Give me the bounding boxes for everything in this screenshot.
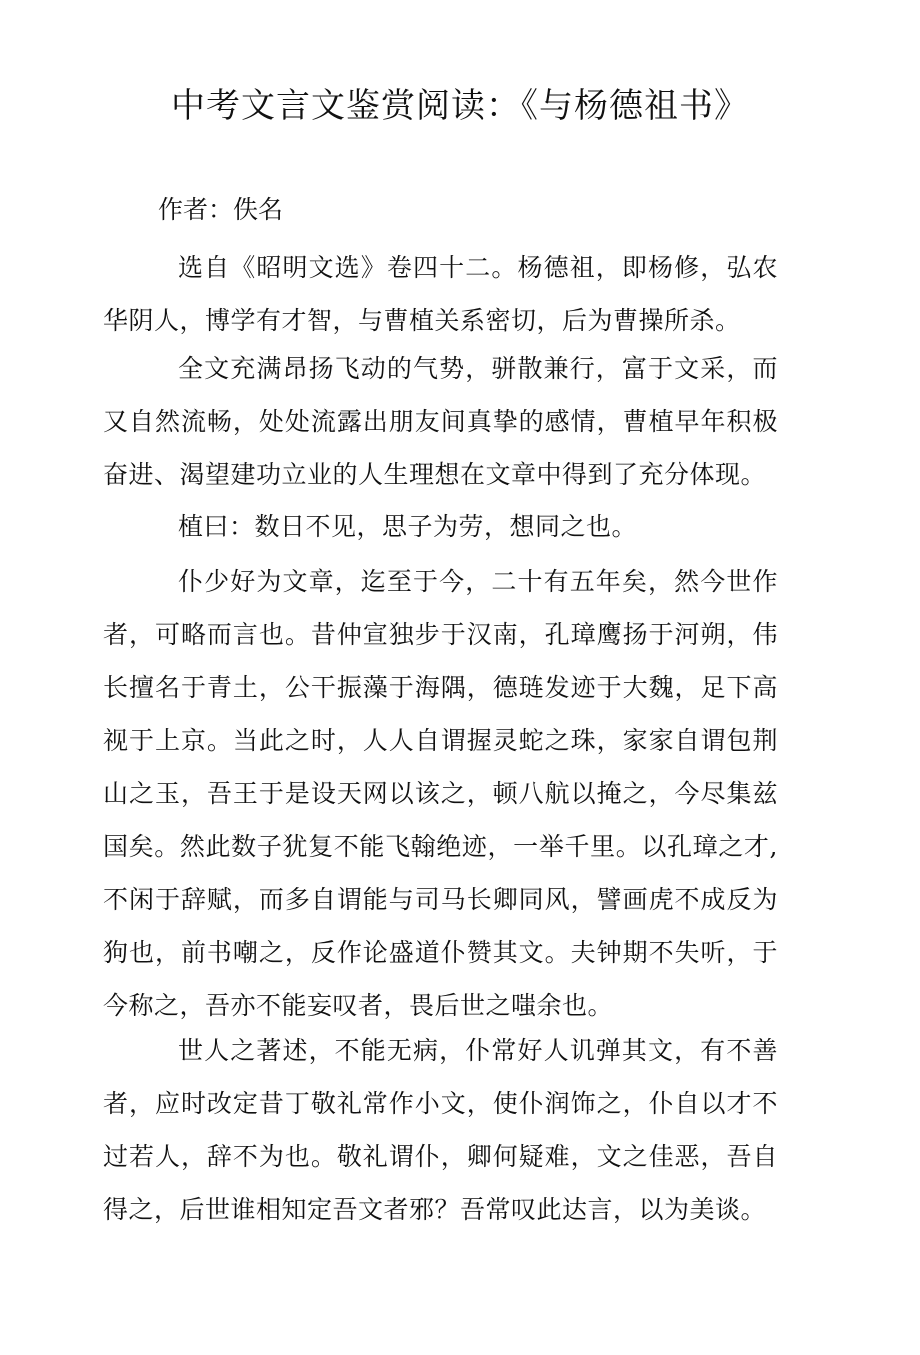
document-title: 中考文言文鉴赏阅读：《与杨德祖书》	[171, 86, 749, 126]
paragraph-summary: 全文充满昂扬飞动的气势，骈散兼行，富于文采，而又自然流畅，处处流露出朋友间真挚的感情，曹植早年积极奋进、渴望建功立业的人生理想在文章中得到了充分体现。	[103, 354, 778, 489]
author-line: 作者：佚名	[158, 195, 284, 224]
paragraph-main: 仆少好为文章，迄至于今，二十有五年矣，然今世作者，可略而言也。昔仲宣独步于汉南，孔璋鹰扬于河朔，伟长擅名于青土，公干振藻于海隅，德琏发迹于大魏，足下高视于上京。当此之时，人人自谓握灵蛇之珠，家家自谓包荆山之玉，吾王于是设天网以该之，顿八航以掩之，今尽集兹国矣。然此数子犹复不能飞翰绝迹，一举千里。以孔璋之才,不闲于辞赋，而多自谓能与司马长卿同风，譬画虎不成反为狗也，前书嘲之，反作论盛道仆赞其文。夫钟期不失听，于今称之，吾亦不能妄叹者，畏后世之嗤余也。	[103, 567, 778, 1020]
paragraph-criticism: 世人之著述，不能无病，仆常好人讥弹其文，有不善者，应时改定昔丁敬礼常作小文，使仆润饰之，仆自以才不过若人，辞不为也。敬礼谓仆，卿何疑难，文之佳恶，吾自得之，后世谁相知定吾文者邪？吾常叹此达言，以为美谈。	[103, 1036, 778, 1224]
paragraph-intro: 选自《昭明文选》卷四十二。杨德祖，即杨修，弘农华阴人，博学有才智，与曹植关系密切，后为曹操所杀。	[103, 253, 778, 335]
paragraph-greeting: 植曰：数日不见，思子为劳，想同之也。	[178, 512, 638, 541]
